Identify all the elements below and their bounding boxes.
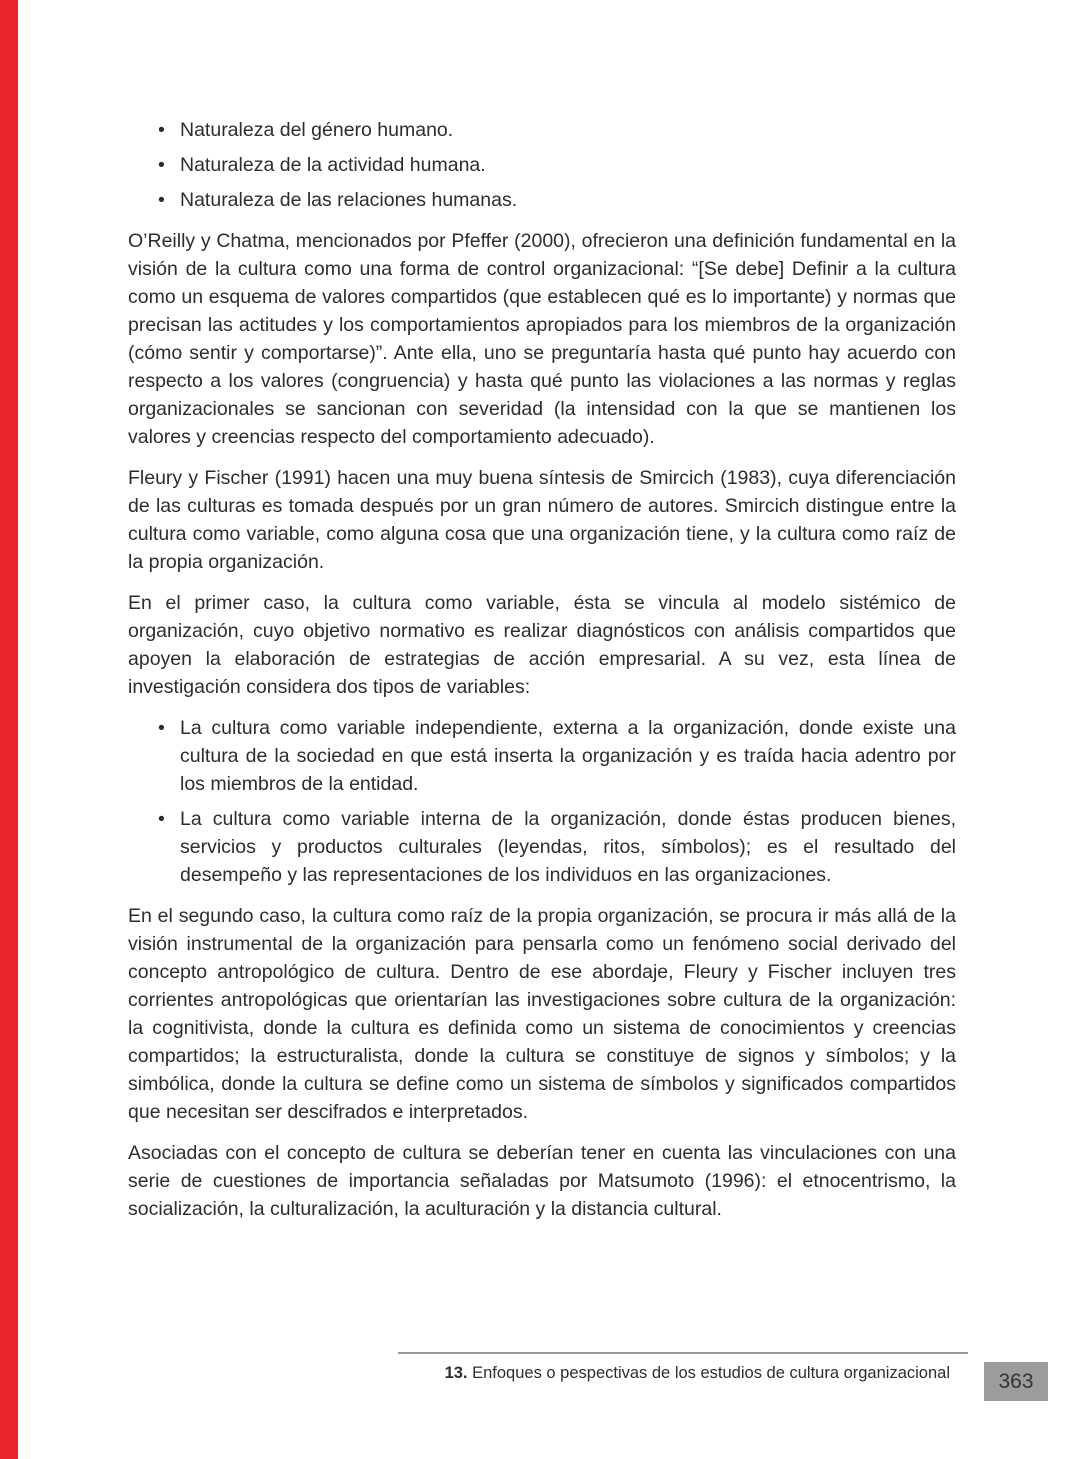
- page-edge-accent-bar: [0, 0, 18, 1459]
- chapter-title: Enfoques o pespectivas de los estudios de cultura organizacional: [467, 1364, 950, 1382]
- list-item: [128, 151, 956, 179]
- paragraph-fleury-fischer: Fleury y Fischer (1991) hacen una muy buena síntesis de Smircich (1983), cuya diferenciación de las culturas es tomada después por un gran número de autores. Smircich distingue entre la cultura como variable, como alguna cosa que una organización tiene, y la cultura como raíz de la propia organización.: [128, 467, 956, 573]
- footer-caption: [445, 1364, 950, 1383]
- bullet-icon: •: [158, 717, 165, 739]
- list-item: [128, 186, 956, 214]
- paragraph-segundo-caso: En el segundo caso, la cultura como raíz de la propia organización, se procura ir más allá de la visión instrumental de la organización para pensarla como un fenómeno social derivado del concepto antropológico de cultura. Dentro de ese abordaje, Fleury y Fischer incluyen tres corrientes antropológicas que orientarían las investigaciones sobre cultura de la organización: la cognitivista, donde la cultura es definida como un sistema de conocimientos y creencias compartidos; la estructuralista, donde la cultura se constituye de signos y símbolos; y la simbólica, donde la cultura se define como un sistema de símbolos y significados compartidos que necesitan ser descifrados e interpretados.: [128, 905, 956, 1123]
- list-item: [128, 116, 956, 144]
- list-item-text: Naturaleza de las relaciones humanas.: [180, 189, 518, 211]
- bullet-icon: •: [158, 119, 165, 141]
- bullet-list-variables: [128, 714, 956, 889]
- bullet-icon: •: [158, 189, 165, 211]
- list-item: [128, 805, 956, 889]
- chapter-number: 13.: [444, 1364, 468, 1382]
- page-number-badge: [984, 1362, 1048, 1401]
- paragraph-primer-caso: En el primer caso, la cultura como variable, ésta se vincula al modelo sistémico de organización, cuyo objetivo normativo es realizar diagnósticos con análisis compartidos que apoyen la elaboración de estrategias de acción empresarial. A su vez, esta línea de investigación considera dos tipos de variables:: [128, 592, 956, 698]
- page-content: [128, 116, 956, 1236]
- bullet-icon: •: [158, 808, 165, 830]
- paragraph-oreilly-definition: O’Reilly y Chatma, mencionados por Pfeffer (2000), ofrecieron una definición fundamental en la visión de la cultura como una forma de control organizacional: “[Se debe] Definir a la cultura como un esquema de valores compartidos (que establecen qué es lo importante) y normas que precisan las actitudes y los comportamientos apropiados para los miembros de la organización (cómo sentir y comportarse)”. Ante ella, uno se preguntaría hasta qué punto hay acuerdo con respecto a los valores (congruencia) y hasta qué punto las violaciones a las normas y reglas organizacionales se sancionan con severidad (la intensidad con la que se mantienen los valores y creencias respecto del comportamiento adecuado).: [128, 230, 956, 448]
- list-item-text: Naturaleza del género humano.: [180, 119, 454, 141]
- list-item-text: Naturaleza de la actividad humana.: [180, 154, 486, 176]
- list-item: [128, 714, 956, 798]
- page-number: 363: [998, 1369, 1034, 1393]
- footer-rule: [398, 1352, 968, 1354]
- bullet-list-top: [128, 116, 956, 214]
- list-item-text: La cultura como variable independiente, externa a la organización, donde existe una cultura de la sociedad en que está inserta la organización y es traída hacia adentro por los miembros de la entidad.: [180, 717, 956, 795]
- list-item-text: La cultura como variable interna de la organización, donde éstas producen bienes, servicios y productos culturales (leyendas, ritos, símbolos); es el resultado del desempeño y las representaciones de los individuos en las organizaciones.: [180, 808, 956, 886]
- paragraph-asociadas: Asociadas con el concepto de cultura se deberían tener en cuenta las vinculaciones con una serie de cuestiones de importancia señaladas por Matsumoto (1996): el etnocentrismo, la socialización, la culturalización, la aculturación y la distancia cultural.: [128, 1142, 956, 1220]
- bullet-icon: •: [158, 154, 165, 176]
